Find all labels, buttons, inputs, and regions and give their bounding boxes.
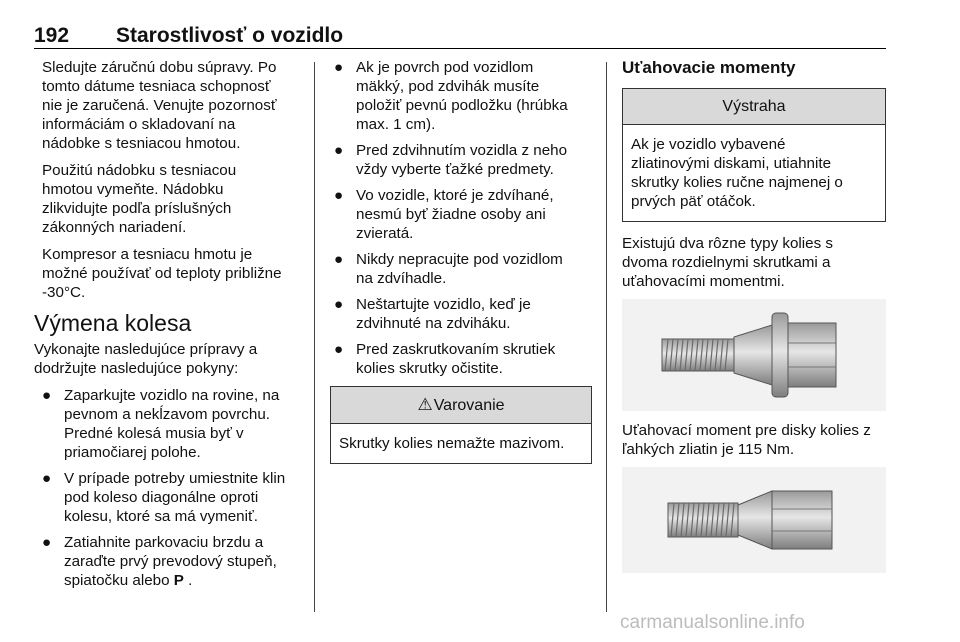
list-item: ● Pred zaskrutkovaním skrutiek kolies skrutky očistite. (334, 341, 556, 377)
bullet-icon: ● (334, 251, 344, 268)
wheel-bolt-with-washer-image (622, 299, 886, 411)
caution-box (622, 88, 886, 222)
section-intro: Vykonajte nasledujúce prípravy a dodržujte nasledujúce pokyny: (34, 341, 258, 377)
list-item: ● Neštartujte vozidlo, keď je zdvihnuté na zdviháku. (334, 296, 531, 332)
bullet-icon: ● (42, 387, 52, 404)
section-title: Výmena kolesa (34, 310, 192, 336)
paragraph-wheel-types: Existujú dva rôzne typy kolies s dvoma rozdielnymi skrutkami a uťahovacími momentmi. (622, 235, 834, 290)
bullet-icon: ● (42, 534, 52, 551)
bullet-icon: ● (334, 142, 344, 159)
warning-box-title: ⚠Varovanie (331, 387, 591, 424)
preparation-list (34, 386, 302, 590)
page-number: 192 (34, 24, 70, 47)
gear-symbol: P (173, 572, 184, 589)
watermark: carmanualsonline.info (620, 612, 805, 633)
warning-icon: ⚠ (417, 395, 433, 414)
warning-box (330, 386, 592, 464)
list-item: ● Pred zdvihnutím vozidla z neho vždy vyberte ťažké predmety. (334, 142, 568, 178)
column-divider-1 (314, 62, 315, 612)
bullet-icon: ● (42, 470, 52, 487)
list-item: ● V prípade potreby umiestnite klin pod koleso diagonálne oproti kolesu, ktoré sa má vymeniť. (42, 470, 286, 525)
column-left (34, 58, 302, 597)
bullet-icon: ● (334, 296, 344, 313)
safety-list (330, 58, 592, 378)
page-header (34, 18, 886, 49)
list-item: ● Nikdy nepracujte pod vozidlom na zdvíhadle. (334, 251, 563, 287)
list-item: ● Zatiahnite parkovaciu brzdu a zaraďte prvý prevodový stupeň, spiatočku alebo P . (42, 534, 277, 589)
caution-box-title: Výstraha (623, 89, 885, 125)
list-item: ● Zaparkujte vozidlo na rovine, na pevnom a nekĺzavom povrchu. Predné kolesá musia byť v priamočiarej polohe. (42, 387, 280, 461)
page-title: Starostlivosť o vozidlo (116, 24, 344, 47)
bullet-icon: ● (334, 59, 344, 76)
wheel-bolt-image (622, 467, 886, 573)
caution-box-body: Ak je vozidlo vybavené zliatinovými diskami, utiahnite skrutky kolies ručne najmenej o prvých päť otáčok. (631, 136, 843, 210)
column-divider-2 (606, 62, 607, 612)
paragraph-disposal: Použitú nádobku s tesniacou hmotou vymeňte. Nádobku zlikvidujte podľa príslušných zákonných nariadení. (42, 162, 237, 236)
paragraph-torque-value: Uťahovací moment pre disky kolies z ľahkých zliatin je 115 Nm. (622, 422, 871, 458)
column-right (622, 58, 886, 583)
torque-heading: Uťahovacie momenty (622, 58, 796, 77)
paragraph-warranty: Sledujte záručnú dobu súpravy. Po tomto dátume tesniaca schopnosť nie je zaručená. Venujte pozornosť informáciám o skladovaní na nádobke s tesniacou hmotou. (42, 59, 277, 152)
bullet-icon: ● (334, 187, 344, 204)
column-middle (330, 58, 592, 464)
paragraph-temperature: Kompresor a tesniacu hmotu je možné používať od teploty približne -30°C. (42, 246, 282, 301)
bullet-icon: ● (334, 341, 344, 358)
warning-box-body: Skrutky kolies nemažte mazivom. (339, 435, 565, 452)
list-item: ● Vo vozidle, ktoré je zdvíhané, nesmú byť žiadne osoby ani zvieratá. (334, 187, 554, 242)
list-item: ● Ak je povrch pod vozidlom mäkký, pod zdvihák musíte položiť pevnú podložku (hrúbka max. 1 cm). (334, 59, 568, 133)
